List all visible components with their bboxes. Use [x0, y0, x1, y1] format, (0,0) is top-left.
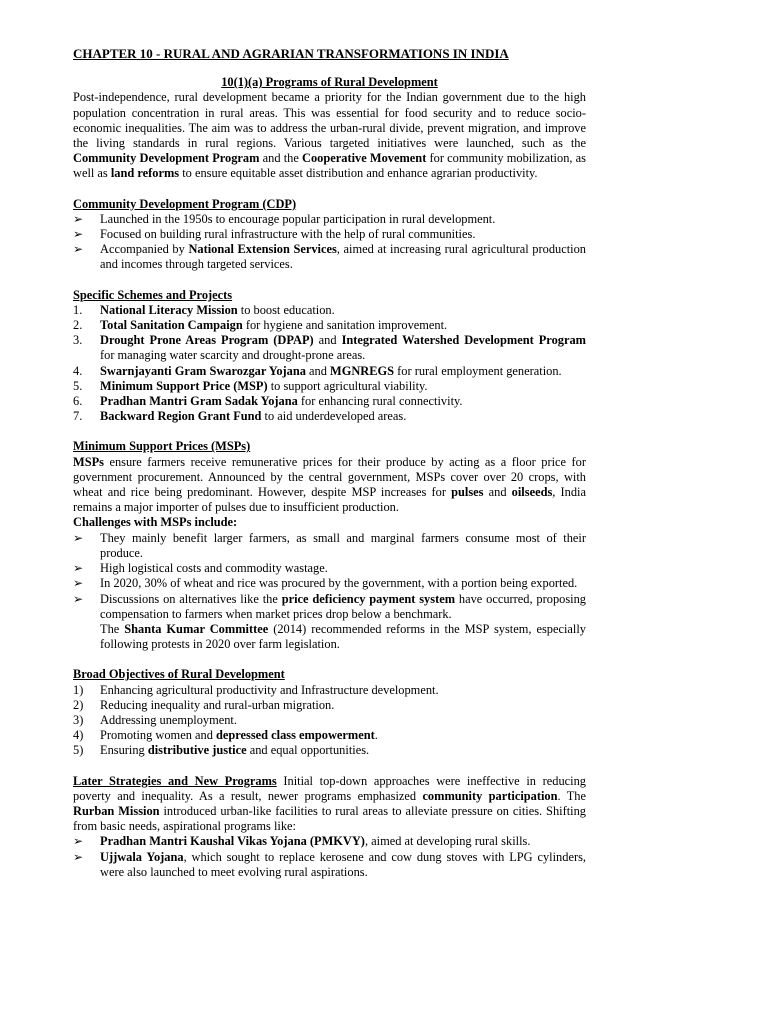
schemes-heading: Specific Schemes and Projects: [73, 287, 233, 302]
list-item: 6. Pradhan Mantri Gram Sadak Yojana for enhancing rural connectivity.: [73, 394, 463, 409]
intro-paragraph: Post-independence, rural development became a priority for the Indian government due to the high population concentration in rural areas. This was essential for food security and to reduce socio-economic inequalities. The aim was to address the urban-rural divide, prevent migration, and improve the living standards in rural regions. Various targeted initiatives were launched, such as the Community Development Program and the Cooperative Movement for community mobilization, as well as land reforms to ensure equitable asset distribution and enhance agrarian productivity.: [73, 90, 586, 181]
list-item: 2. Total Sanitation Campaign for hygiene and sanitation improvement.: [73, 318, 448, 333]
list-item: ➢ Launched in the 1950s to encourage popular participation in rural development.: [73, 211, 496, 226]
arrow-bullet-icon: ➢: [73, 242, 84, 257]
msp-challenges-heading: Challenges with MSPs include:: [73, 515, 238, 530]
list-item: ➢ Pradhan Mantri Kaushal Vikas Yojana (PMKVY), aimed at developing rural skills.: [73, 834, 531, 849]
arrow-bullet-icon: ➢: [73, 530, 84, 545]
later-strategies-paragraph: Later Strategies and New Programs Initial top-down approaches were ineffective in reducing poverty and inequality. As a result, newer programs emphasized community participation. The Rurban Mission introduced urban-like facilities to rural areas to alleviate pressure on cities. Shifting from basic needs, aspirational programs like:: [73, 773, 586, 834]
list-item: 2) Reducing inequality and rural-urban migration.: [73, 697, 335, 712]
list-item: ➢ Ujjwala Yojana, which sought to replace kerosene and cow dung stoves with LPG cylinders, were also launched to meet evolving rural aspirations.: [73, 849, 586, 879]
msp-committee-note: The Shanta Kumar Committee (2014) recommended reforms in the MSP system, especially following protests in 2020 over farm legislation.: [100, 621, 586, 652]
arrow-bullet-icon: ➢: [73, 591, 84, 606]
arrow-bullet-icon: ➢: [73, 576, 84, 591]
list-item: ➢ Focused on building rural infrastructure with the help of rural communities.: [73, 227, 476, 242]
msp-paragraph: MSPs ensure farmers receive remunerative prices for their produce by acting as a floor price for government procurement. Announced by the central government, MSPs cover over 20 crops, with wheat and rice being predominant. However, despite MSP increases for pulses and oilseeds, India remains a major importer of pulses due to insufficient production.: [73, 454, 587, 515]
document-page: [73, 46, 586, 880]
objectives-list: [73, 683, 586, 759]
arrow-bullet-icon: ➢: [73, 561, 84, 576]
list-item: 4. Swarnjayanti Gram Swarozgar Yojana and MGNREGS for rural employment generation.: [73, 363, 562, 378]
list-item: 5. Minimum Support Price (MSP) to support agricultural viability.: [73, 378, 428, 393]
list-item: 1. National Literacy Mission to boost education.: [73, 302, 335, 317]
later-strategies-heading: Later Strategies and New Programs: [73, 773, 277, 788]
arrow-bullet-icon: ➢: [73, 849, 84, 864]
cdp-list: [73, 212, 586, 273]
msp-challenges-list: [73, 531, 586, 622]
list-item: ➢ High logistical costs and commodity wastage.: [73, 561, 328, 576]
list-item: ➢ Accompanied by National Extension Services, aimed at increasing rural agricultural production and incomes through targeted services.: [73, 242, 586, 272]
msp-heading: Minimum Support Prices (MSPs): [73, 439, 251, 454]
chapter-title: CHAPTER 10 - RURAL AND AGRARIAN TRANSFORMATIONS IN INDIA: [73, 46, 509, 61]
list-item: 3) Addressing unemployment.: [73, 712, 237, 727]
list-item: 7. Backward Region Grant Fund to aid underdeveloped areas.: [73, 409, 407, 424]
list-item: 5) Ensuring distributive justice and equal opportunities.: [73, 743, 370, 758]
objectives-heading: Broad Objectives of Rural Development: [73, 667, 285, 682]
list-item: 3. Drought Prone Areas Program (DPAP) and Integrated Watershed Development Program for managing water scarcity and drought-prone areas.: [73, 333, 586, 363]
list-item: 4) Promoting women and depressed class empowerment.: [73, 728, 378, 743]
list-item: ➢ In 2020, 30% of wheat and rice was procured by the government, with a portion being exported.: [73, 576, 578, 591]
schemes-list: [73, 303, 586, 425]
list-item: ➢ Discussions on alternatives like the price deficiency payment system have occurred, proposing compensation to farmers when market prices drop below a benchmark.: [73, 591, 586, 621]
arrow-bullet-icon: ➢: [73, 227, 84, 242]
arrow-bullet-icon: ➢: [73, 834, 84, 849]
cdp-heading: Community Development Program (CDP): [73, 196, 297, 211]
arrow-bullet-icon: ➢: [73, 211, 84, 226]
list-item: ➢ They mainly benefit larger farmers, as small and marginal farmers consume most of their produce.: [73, 530, 586, 560]
section-title: 10(1)(a) Programs of Rural Development: [221, 75, 438, 90]
list-item: 1) Enhancing agricultural productivity and Infrastructure development.: [73, 682, 439, 697]
later-programs-list: [73, 834, 586, 880]
